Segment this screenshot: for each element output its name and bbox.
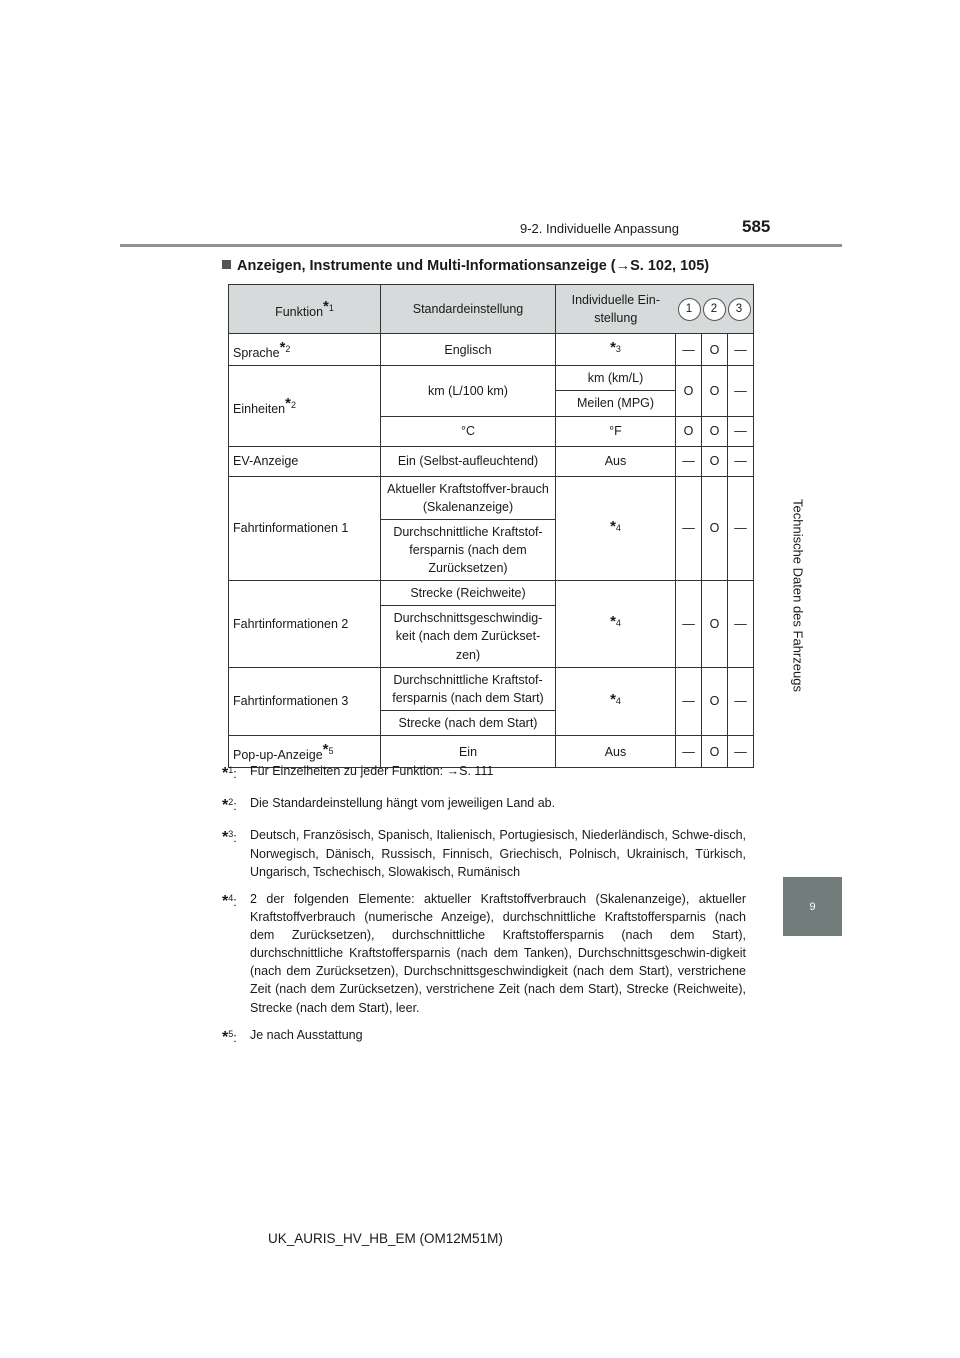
asterisk-icon: * [222, 829, 229, 847]
chapter-tab-number: 9 [809, 900, 816, 913]
cell-c2: O [702, 416, 728, 446]
footnote-text: 2 der folgenden Elemente: aktueller Kraftstoffverbrauch (Skalenanzeige), aktueller Kraftstoffverbrauch (numerische Anzeige), durchschnittliche Kraftstoffersparnis (nach dem Zurücksetzen), durchschnittliche Kraftstoffersparnis (nach dem Start), durchschnittliche Kraftstoffersparnis (nach dem Tanken), Durchschnittsgeschwin-digkeit (nach dem Zurücksetzen), Durchschnittsgeschwindigkeit (nach dem Start), verstrichene Zeit (nach dem Zurücksetzen), verstrichene Zeit (nach dem Start), Strecke (Reichweite), Strecke (nach dem Start), leer. [250, 891, 746, 1015]
circle-3-icon: 3 [728, 298, 751, 321]
cell-c3: — [728, 476, 754, 581]
cell-individual: Meilen (MPG) [556, 391, 676, 416]
table-row [229, 667, 754, 710]
header-rule [120, 244, 842, 247]
cell-funktion: Sprache$^{*2}$ [229, 334, 381, 366]
cell-standard: Aktueller Kraftstoffver-brauch (Skalenanzeige) [381, 476, 556, 519]
header-standard: Standardeinstellung [381, 285, 556, 334]
cell-standard: km (L/100 km) [381, 366, 556, 416]
cell-standard: Durchschnittsgeschwindig-keit (nach dem Zurückset-zen) [381, 606, 556, 667]
cell-funktion: Einheiten$^{*2}$ [229, 366, 381, 446]
cell-standard: Strecke (nach dem Start) [381, 710, 556, 735]
footnote: *$^1$: Für Einzelheiten zu jeder Funktion: →S. 111 [222, 762, 746, 785]
header-individual: Individuelle Ein-stellung [556, 285, 676, 334]
cell-individual: *4 [556, 476, 676, 581]
asterisk-icon: * [610, 339, 616, 356]
section-title-text: Anzeigen, Instrumente und Multi-Informationsanzeige (→S. 102, 105) [237, 258, 710, 274]
footnote: *$^2$: Die Standardeinstellung hängt vom jeweiligen Land ab. [222, 794, 746, 817]
cell-c3: — [728, 667, 754, 735]
cell-standard: °C [381, 416, 556, 446]
cell-c3: — [728, 334, 754, 366]
footnote-text: Die Standardeinstellung hängt vom jeweiligen Land ab. [250, 796, 556, 811]
footnote-text: Deutsch, Französisch, Spanisch, Italienisch, Portugiesisch, Niederländisch, Schwe-disch, Norwegisch, Dänisch, Russisch, Finnisch, Griechisch, Polnisch, Ukrainisch, Türkisch, Ungarisch, Tschechisch, Slowakisch, Rumänisch [250, 828, 746, 879]
cell-individual: Aus [556, 446, 676, 476]
table-row [229, 334, 754, 366]
asterisk-icon: * [222, 765, 229, 782]
asterisk-icon: * [222, 892, 229, 910]
cell-standard: Ein [381, 736, 556, 768]
cell-standard: Strecke (Reichweite) [381, 581, 556, 606]
header-funktion: Funktion$^{*1}$ [229, 285, 381, 334]
cell-c3: — [728, 581, 754, 668]
cell-individual: km (km/L) [556, 366, 676, 391]
cell-funktion: Fahrtinformationen 1 [229, 476, 381, 581]
cell-funktion: Fahrtinformationen 2 [229, 581, 381, 668]
cell-standard: Durchschnittliche Kraftstof-fersparnis (nach dem Start) [381, 667, 556, 710]
cell-c2: O [702, 446, 728, 476]
cell-c2: O [702, 334, 728, 366]
section-title [222, 258, 709, 274]
cell-standard: Durchschnittliche Kraftstof-fersparnis (nach dem Zurücksetzen) [381, 519, 556, 580]
asterisk-icon: * [222, 1028, 229, 1046]
cell-funktion: EV-Anzeige [229, 446, 381, 476]
square-bullet-icon [222, 260, 231, 269]
footnotes [222, 762, 746, 1058]
cell-individual: *4 [556, 581, 676, 668]
page-number: 585 [742, 217, 771, 236]
cell-c1: — [676, 581, 702, 668]
table-header-row [229, 285, 754, 334]
circle-2-icon: 2 [703, 298, 726, 321]
side-chapter-label-text: Technische Daten des Fahrzeugs [790, 498, 806, 692]
footnote-text: Je nach Ausstattung [250, 1027, 363, 1042]
circle-1-icon: 1 [678, 298, 701, 321]
cell-standard: Ein (Selbst-aufleuchtend) [381, 446, 556, 476]
table-row [229, 366, 754, 391]
cell-c1: — [676, 446, 702, 476]
table-row [229, 446, 754, 476]
table-row [229, 476, 754, 519]
asterisk-icon: * [610, 517, 616, 535]
cell-standard: Englisch [381, 334, 556, 366]
asterisk-icon: * [222, 797, 229, 815]
cell-c1: O [676, 416, 702, 446]
asterisk-icon: * [279, 339, 286, 356]
header-circled-numbers [676, 285, 754, 334]
cell-individual: Aus [556, 736, 676, 768]
cell-c2: O [702, 667, 728, 735]
table-row [229, 581, 754, 606]
cell-c2: O [702, 581, 728, 668]
cell-c1: — [676, 334, 702, 366]
cell-c2: O [702, 736, 728, 768]
document-code-footer: UK_AURIS_HV_HB_EM (OM12M51M) [268, 1231, 503, 1246]
cell-individual: *3 [556, 334, 676, 366]
cell-funktion: Fahrtinformationen 3 [229, 667, 381, 735]
asterisk-icon: * [610, 690, 616, 708]
cell-c3: — [728, 366, 754, 416]
cell-individual: °F [556, 416, 676, 446]
cell-c1: — [676, 736, 702, 768]
footnote: *$^4$: 2 der folgenden Elemente: aktueller Kraftstoffverbrauch (Skalenanzeige), aktueller Kraftstoffverbrauch (numerische Anzeige), durchschnittliche Kraftstoffersparnis (nach dem Zurücksetzen), durchschnittliche Kraftstoffersparnis (nach dem Start), durchschnittliche Kraftstoffersparnis (nach dem Tanken), Durchschnittsgeschwin-digkeit (nach dem Zurücksetzen), Durchschnittsgeschwindigkeit (nach dem Start), verstrichene Zeit (nach dem Zurücksetzen), verstrichene Zeit (nach dem Start), Strecke (Reichweite), Strecke (nach dem Start), leer. [222, 890, 746, 1017]
cell-funktion: Pop-up-Anzeige$^{*5}$ [229, 736, 381, 768]
cell-c2: O [702, 366, 728, 416]
asterisk-icon: * [323, 298, 329, 316]
settings-table [228, 284, 754, 768]
asterisk-icon: * [322, 741, 329, 759]
footnote: *$^5$: Je nach Ausstattung [222, 1026, 746, 1049]
footnote-text: Für Einzelheiten zu jeder Funktion: →S. 111 [250, 764, 494, 778]
chapter-tab [783, 877, 842, 936]
asterisk-icon: * [285, 395, 291, 413]
cell-c1: O [676, 366, 702, 416]
cell-c3: — [728, 416, 754, 446]
asterisk-icon: * [610, 613, 616, 631]
cell-c3: — [728, 446, 754, 476]
cell-c2: O [702, 476, 728, 581]
cell-c1: — [676, 476, 702, 581]
header-section-title: 9-2. Individuelle Anpassung [520, 221, 680, 236]
cell-c1: — [676, 667, 702, 735]
side-chapter-label [786, 330, 810, 860]
cell-individual: *4 [556, 667, 676, 735]
footnote: *$^3$: Deutsch, Französisch, Spanisch, Italienisch, Portugiesisch, Niederländisch, Schwe-disch, Norwegisch, Dänisch, Russisch, Finnisch, Griechisch, Polnisch, Ukrainisch, Türkisch, Ungarisch, Tschechisch, Slowakisch, Rumänisch [222, 826, 746, 880]
cell-c3: — [728, 736, 754, 768]
